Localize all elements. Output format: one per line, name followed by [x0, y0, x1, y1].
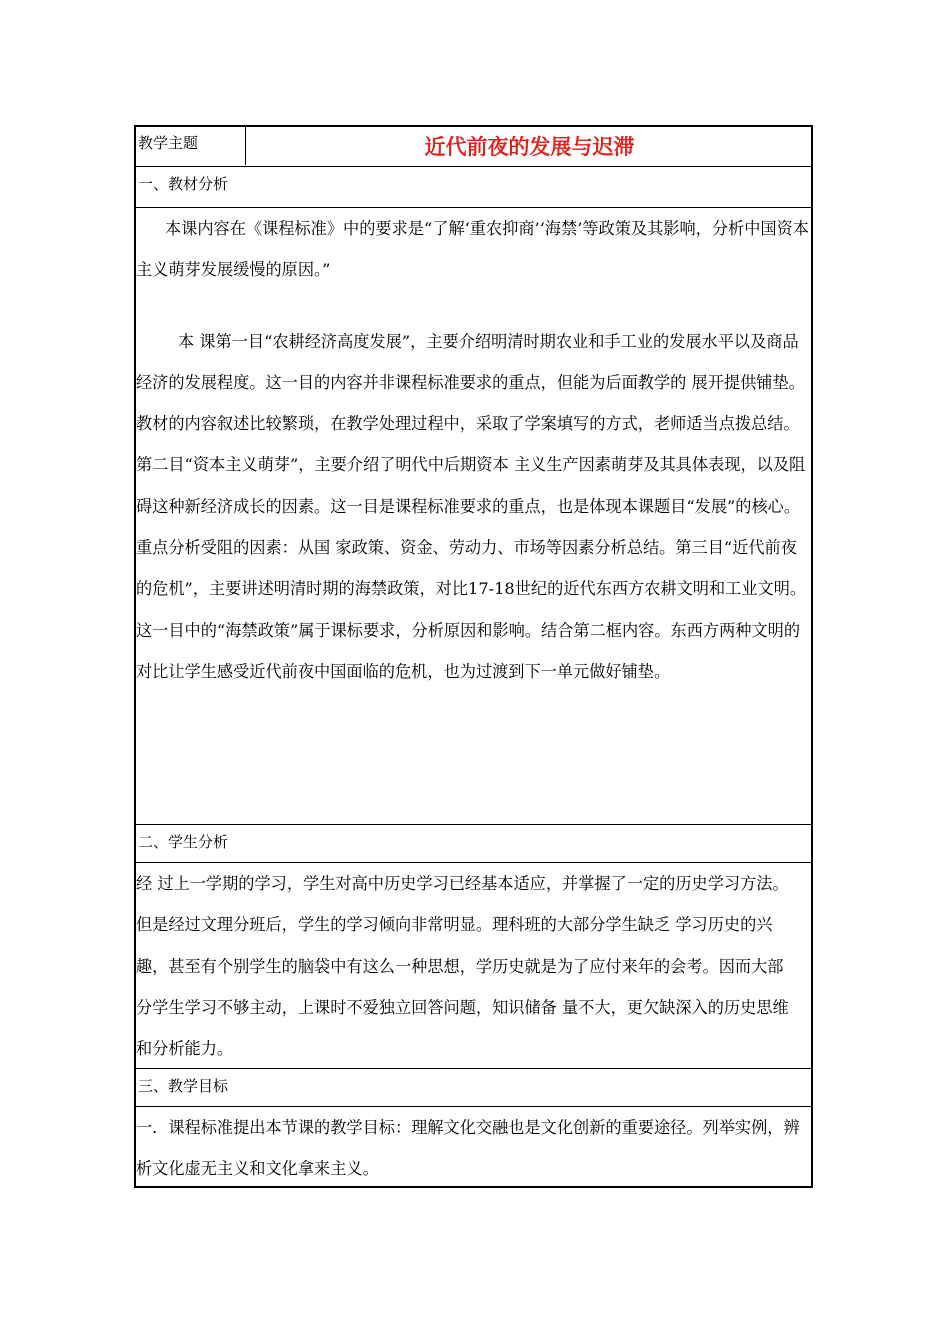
section-body-teaching-goals	[136, 1106, 811, 1188]
lesson-plan-table	[134, 125, 813, 1188]
paragraph: 本 课第一目“农耕经济高度发展”，主要介绍明清时期农业和手工业的发展水平以及商品经济的发展程度。这一目的内容并非课程标准要求的重点，但能为后面教学的 展开提供铺垫。教材的内容叙述比较繁琐，在教学处理过程中，采取了学案填写的方式，老师适当点拨总结。第二目“资本主义萌芽”，主要介绍了明代中后期资本 主义生产因素萌芽及其具体表现，以及阻碍这种新经济成长的因素。这一目是课程标准要求的重点，也是体现本课题目“发展”的核心。重点分析受阻的因素：从国 家政策、资金、劳动力、市场等因素分析总结。第三目“近代前夜的危机”，主要讲述明清时期的海禁政策，对比17-18世纪的近代东西方农耕文明和工业文明。这一目中的“海禁政策”属于课标要求，分析原因和影响。结合第二框内容。东西方两种文明的对比让学生感受近代前夜中国面临的危机，也为过渡到下一单元做好铺垫。	[136, 331, 807, 681]
title-row	[136, 127, 811, 167]
paragraph: 一．课程标准提出本节课的教学目标：理解文化交融也是文化创新的重要途径。列举实例，辨析文化虚无主义和文化拿来主义。	[136, 1118, 800, 1179]
section-heading-student-analysis: 二、学生分析	[136, 824, 811, 862]
lesson-title: 近代前夜的发展与迟滞	[424, 135, 635, 159]
topic-label: 教学主题	[136, 127, 246, 165]
section-heading-teaching-goals: 三、教学目标	[136, 1068, 811, 1106]
paragraph: 本课内容在《课程标准》中的要求是“了解‘重农抑商’‘海禁’等政策及其影响，分析中国资本主义萌芽发展缓慢的原因。”	[136, 219, 809, 280]
section-heading-textbook-analysis: 一、教材分析	[136, 166, 811, 207]
section-body-student-analysis	[136, 862, 811, 1068]
paragraph: 经 过上一学期的学习，学生对高中历史学习已经基本适应，并掌握了一定的历史学习方法。但是经过文理分班后，学生的学习倾向非常明显。理科班的大部分学生缺乏 学习历史的兴趣，甚至有个别学生的脑袋中有这么一种思想，学历史就是为了应付来年的会考。因而大部分学生学习不够主动，上课时不爱独立回答问题，知识储备 量不大，更欠缺深入的历史思维和分析能力。	[136, 874, 789, 1059]
section-body-textbook-analysis	[136, 207, 811, 824]
